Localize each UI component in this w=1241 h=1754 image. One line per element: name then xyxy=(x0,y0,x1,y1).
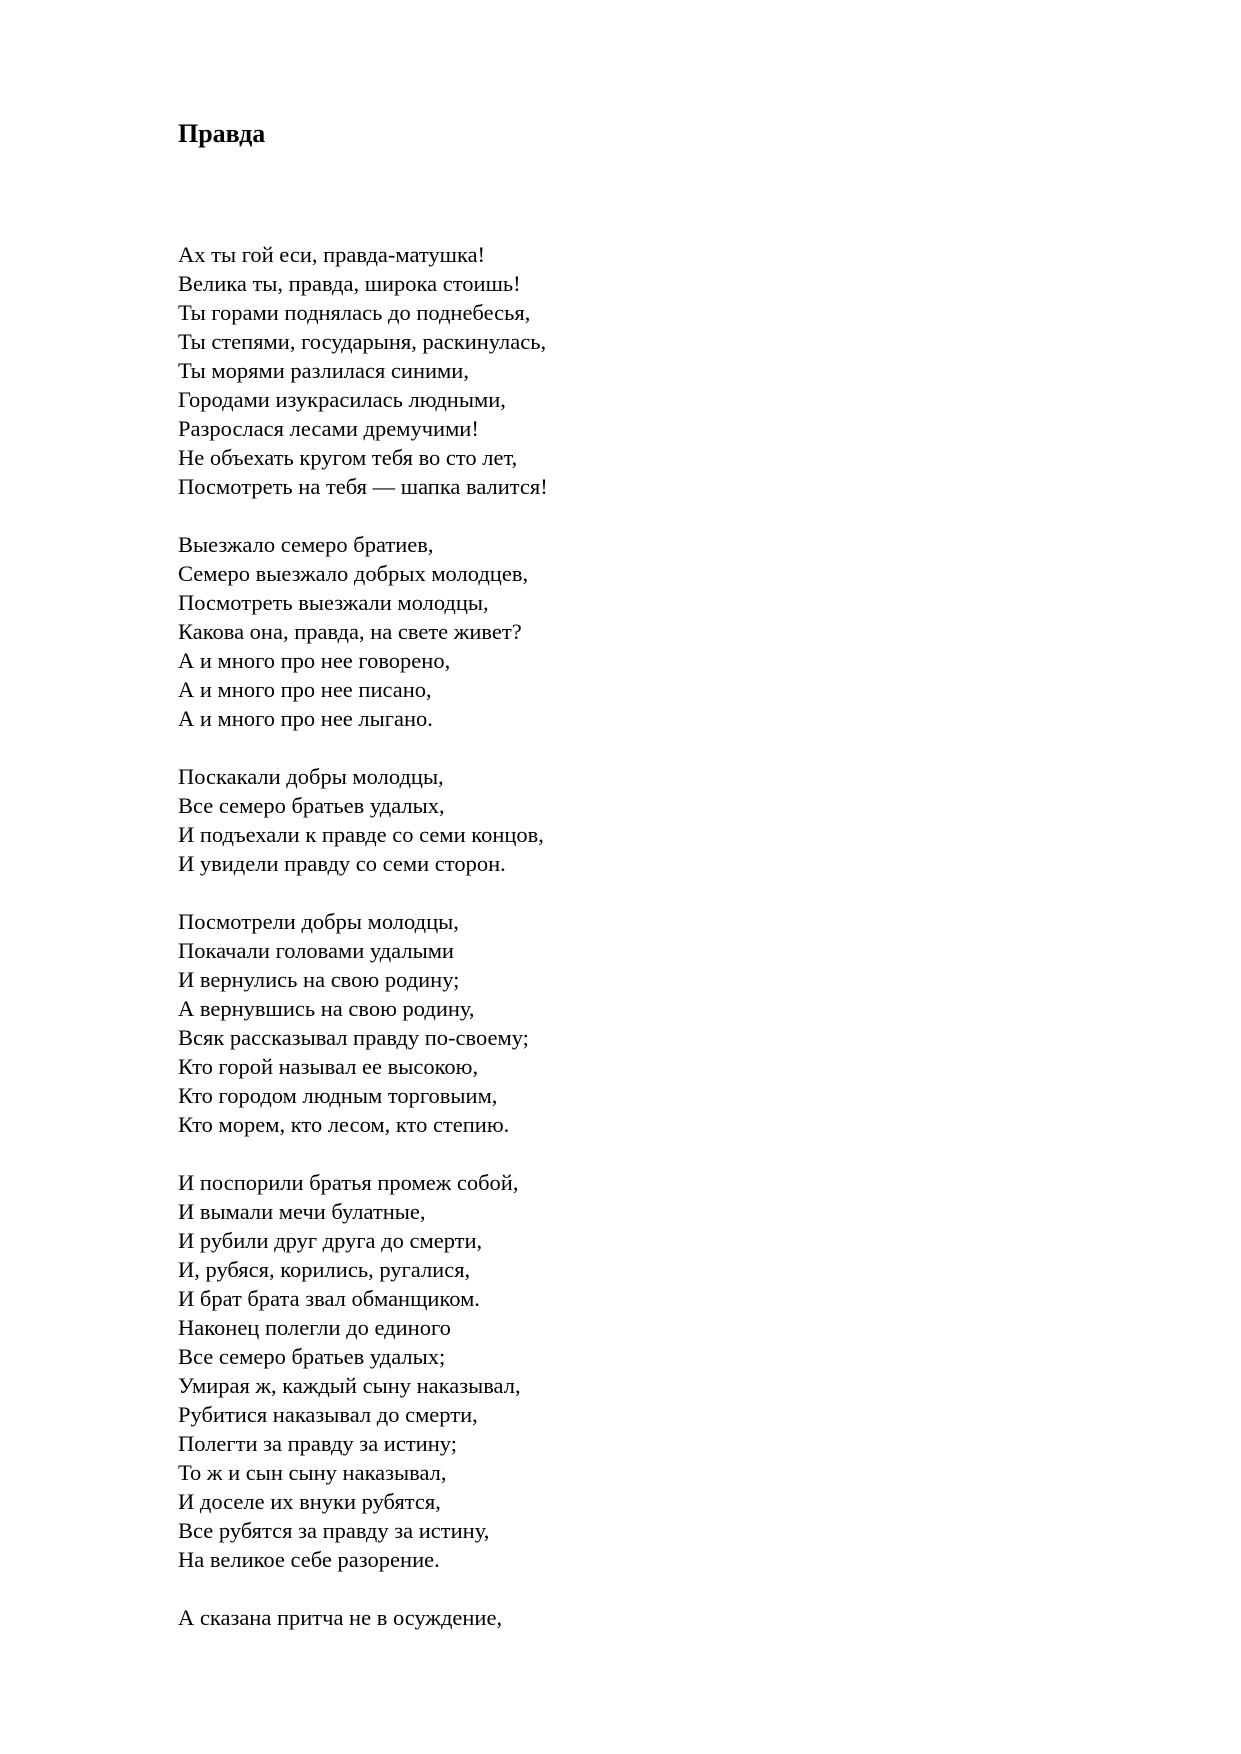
poem-line: И вернулись на свою родину; xyxy=(178,967,460,992)
poem-line: Ты горами поднялась до поднебесья, xyxy=(178,300,531,325)
poem-line: Велика ты, правда, широка стоишь! xyxy=(178,271,521,296)
poem-body xyxy=(178,240,1178,1661)
poem-line: И рубили друг друга до смерти, xyxy=(178,1228,483,1253)
poem-line: Городами изукрасилась людными, xyxy=(178,387,506,412)
poem-line: И доселе их внуки рубятся, xyxy=(178,1489,441,1514)
poem-line: А и много про нее говорено, xyxy=(178,648,451,673)
poem-line: Все семеро братьев удалых, xyxy=(178,793,445,818)
poem-line: Кто горой называл ее высокою, xyxy=(178,1054,479,1079)
stanza-4 xyxy=(178,907,1178,1139)
poem-line: Не объехать кругом тебя во сто лет, xyxy=(178,445,518,470)
poem-line: Кто морем, кто лесом, кто степию. xyxy=(178,1112,510,1137)
poem-line: Поскакали добры молодцы, xyxy=(178,764,444,789)
stanza-6 xyxy=(178,1603,1178,1632)
poem-line: Полегти за правду за истину; xyxy=(178,1431,457,1456)
poem-line: Посмотреть на тебя — шапка валится! xyxy=(178,474,548,499)
stanza-1 xyxy=(178,240,1178,501)
stanza-2 xyxy=(178,530,1178,733)
poem-line: И брат брата звал обманщиком. xyxy=(178,1286,480,1311)
poem-line: Какова она, правда, на свете живет? xyxy=(178,619,522,644)
poem-line: Ах ты гой еси, правда-матушка! xyxy=(178,242,486,267)
poem-line: Кто городом людным торговыим, xyxy=(178,1083,498,1108)
poem-line: На великое себе разорение. xyxy=(178,1547,440,1572)
poem-line: Выезжало семеро братиев, xyxy=(178,532,434,557)
stanza-3 xyxy=(178,762,1178,878)
poem-line: Все рубятся за правду за истину, xyxy=(178,1518,490,1543)
poem-line: А и много про нее писано, xyxy=(178,677,432,702)
poem-line: То ж и сын сыну наказывал, xyxy=(178,1460,447,1485)
poem-line: И, рубяся, корились, ругалися, xyxy=(178,1257,471,1282)
poem-line: Умирая ж, каждый сыну наказывал, xyxy=(178,1373,521,1398)
poem-line: Разрослася лесами дремучими! xyxy=(178,416,479,441)
poem-line: И вымали мечи булатные, xyxy=(178,1199,426,1224)
poem-title: Правда xyxy=(178,119,266,148)
poem-line: И поспорили братья промеж собой, xyxy=(178,1170,519,1195)
poem-line: И подъехали к правде со семи концов, xyxy=(178,822,544,847)
poem-line: А сказана притча не в осуждение, xyxy=(178,1605,503,1630)
poem-line: И увидели правду со семи сторон. xyxy=(178,851,506,876)
poem-line: А вернувшись на свою родину, xyxy=(178,996,475,1021)
poem-line: Наконец полегли до единого xyxy=(178,1315,451,1340)
poem-line: Семеро выезжало добрых молодцев, xyxy=(178,561,529,586)
poem-line: Всяк рассказывал правду по-своему; xyxy=(178,1025,529,1050)
poem-line: Посмотрели добры молодцы, xyxy=(178,909,459,934)
poem-line: А и много про нее лыгано. xyxy=(178,706,433,731)
poem-line: Покачали головами удалыми xyxy=(178,938,454,963)
poem-line: Посмотреть выезжали молодцы, xyxy=(178,590,489,615)
poem-line: Ты морями разлилася синими, xyxy=(178,358,469,383)
stanza-5 xyxy=(178,1168,1178,1574)
poem-line: Рубитися наказывал до смерти, xyxy=(178,1402,478,1427)
poem-line: Все семеро братьев удалых; xyxy=(178,1344,446,1369)
poem-line: Ты степями, государыня, раскинулась, xyxy=(178,329,547,354)
